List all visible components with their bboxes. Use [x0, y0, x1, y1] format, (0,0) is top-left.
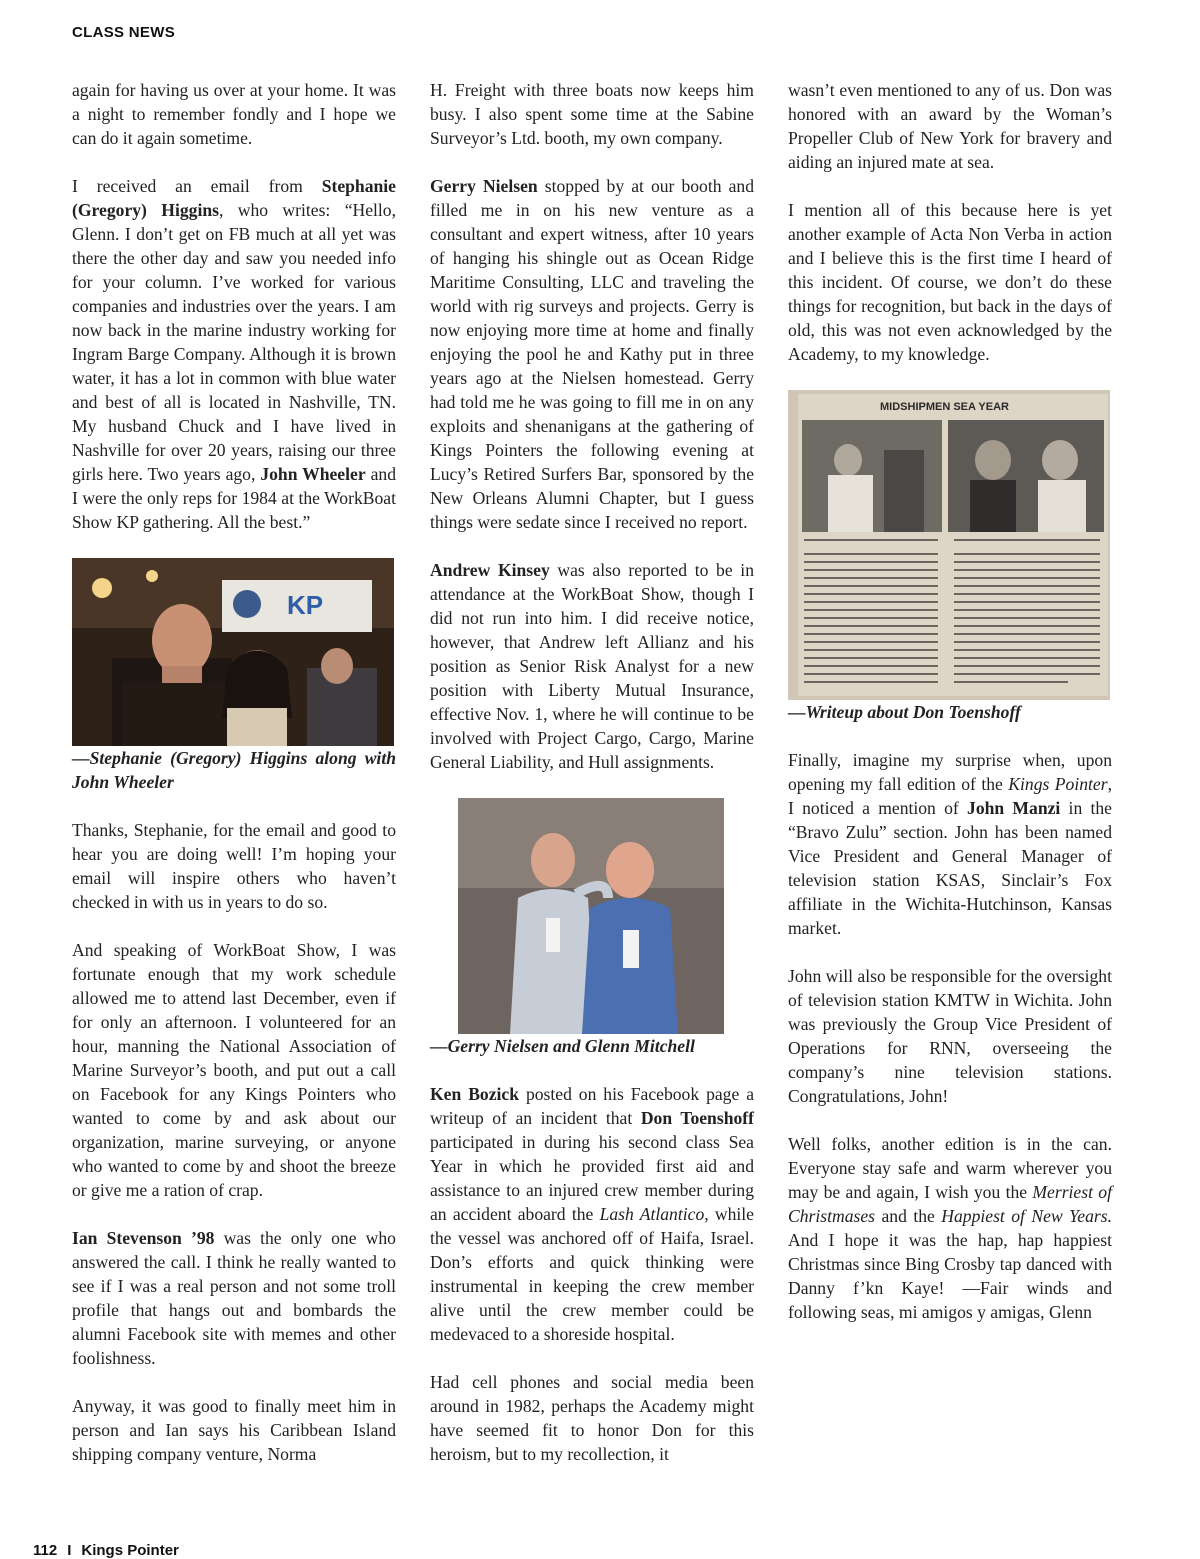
italic-phrase: Happiest of New Years. [941, 1206, 1112, 1226]
photo-caption: —Stephanie (Gregory) Higgins along with John Wheeler [72, 748, 396, 792]
text-run: , I noticed a mention of [788, 774, 1112, 818]
paragraph: wasn’t even mentioned to any of us. Don was honored with an award by the Woman’s Propeller Club of New York for bravery and aiding an injured mate at sea. [788, 80, 1112, 172]
photo-higgins-wheeler [72, 558, 394, 746]
footer-separator: I [67, 1542, 72, 1559]
text-run: was also reported to be in attendance at the WorkBoat Show, though I did not run into him. I did receive notice, however, that Andrew left Allianz and his position as Senior Risk Analyst for a new position with Liberty Mutual Insurance, effective Nov. 1, where he will continue to be involved with Project Cargo, Cargo, Marine General Liability, and Hull assignments. [430, 560, 754, 772]
text-run: and the [875, 1206, 942, 1226]
column-1 [72, 78, 396, 1466]
banner-text: KP [287, 590, 324, 620]
photo-nielsen-mitchell [458, 798, 724, 1034]
paragraph [430, 174, 754, 534]
paragraph [430, 1082, 754, 1346]
italic-phrase: Merriest of Christmases [788, 1182, 1112, 1226]
text-run: , who writes: “Hello, Glenn. I don’t get on FB much at all yet was there the other day and saw you needed info for your column. I’ve worked for various companies and industries over the years. I am now back in the marine industry working for Ingram Barge Company. Although it is brown water, it has a lot in common with blue water and best of all is located in Nashville, TN. My husband Chuck and I have lived in Nashville for over 20 years, raising our three girls here. Two years ago, [72, 200, 396, 484]
column-2 [430, 78, 754, 1466]
text-run: posted on his Facebook page a writeup of an incident that [430, 1084, 755, 1128]
photo-caption: —Gerry Nielsen and Glenn Mitchell [430, 1036, 695, 1056]
text-run: I received an email from [72, 176, 322, 196]
paragraph: John will also be responsible for the oversight of television station KMTW in Wichita. John was previously the Group Vice President of Operations for RNN, overseeing the company’s nine television stations. Congratulations, John! [788, 966, 1112, 1106]
text-run: participated in during his second class Sea Year in which he provided first aid and assistance to an injured crew member during an accident aboard the [430, 1132, 754, 1224]
paragraph [430, 558, 754, 774]
page-number: 112 [33, 1542, 58, 1559]
paragraph: I mention all of this because here is yet another example of Acta Non Verba in action and I believe this is the first time I heard of this incident. Of course, we don’t do these things for recognition, but back in the days of old, this was not even acknowledged by the Academy, to my knowledge. [788, 200, 1112, 364]
paragraph: H. Freight with three boats now keeps him busy. I also spent some time at the Sabine Surveyor’s Ltd. booth, my own company. [430, 80, 754, 148]
paragraph [72, 1226, 396, 1370]
name-bold: Stephanie (Gregory) Higgins [72, 176, 396, 220]
publication-name: Kings Pointer [81, 1542, 179, 1559]
text-run: was the only one who answered the call. I think he really wanted to see if I was a real person and not some troll profile that hangs out and bombards the alumni Facebook site with memes and other foolishness. [72, 1228, 396, 1368]
paragraph: Anyway, it was good to finally meet him in person and Ian says his Caribbean Island shipping company venture, Norma [72, 1396, 396, 1464]
paragraph: Thanks, Stephanie, for the email and good to hear you are doing well! I’m hoping your email will inspire others who haven’t checked in with us in years to do so. [72, 820, 396, 912]
text-run: Finally, imagine my surprise when, upon opening my fall edition of the [788, 750, 1112, 794]
section-label: CLASS NEWS [72, 24, 176, 41]
paragraph [72, 174, 396, 534]
name-bold: Gerry Nielsen [430, 176, 538, 196]
paragraph [788, 1132, 1112, 1324]
name-bold: Ken Bozick [430, 1084, 520, 1104]
page-footer [33, 1542, 179, 1559]
column-3 [788, 78, 1112, 1324]
text-run: in the “Bravo Zulu” section. John has been named Vice President and General Manager of television station KSAS, Sinclair’s Fox affiliate in the Wichita-Hutchinson, Kansas market. [788, 798, 1112, 938]
text-run: while the vessel was anchored off of Haifa, Israel. Don’s efforts and quick thinking were instrumental in keeping the crew member alive until the crew member could be medevaced to a shoreside hospital. [430, 1204, 754, 1344]
name-bold: Andrew Kinsey [430, 560, 550, 580]
photo-caption: —Writeup about Don Toenshoff [788, 702, 1021, 722]
magazine-title: Kings Pointer [1008, 774, 1108, 794]
name-bold: John Wheeler [260, 464, 366, 484]
name-bold: Don Toenshoff [640, 1108, 754, 1128]
clipping-title: MIDSHIPMEN SEA YEAR [880, 401, 1009, 413]
photo-clipping-writeup [788, 390, 1110, 700]
text-run: and I were the only reps for 1984 at the WorkBoat Show KP gathering. All the best.” [72, 464, 396, 532]
paragraph: Had cell phones and social media been around in 1982, perhaps the Academy might have seemed fit to honor Don for this heroism, but to my recollection, it [430, 1372, 754, 1464]
text-run: And I hope it was the hap, hap happiest Christmas since Bing Crosby tap danced with Danny f’kn Kaye! —Fair winds and following seas, mi amigos y amigas, Glenn [788, 1230, 1112, 1322]
paragraph [788, 748, 1112, 940]
name-bold: John Manzi [967, 798, 1061, 818]
paragraph: And speaking of WorkBoat Show, I was fortunate enough that my work schedule allowed me to attend last December, even if for only an afternoon. I volunteered for an hour, manning the National Association of Marine Surveyor’s booth, and put out a call on Facebook for any Kings Pointers who wanted to come by and ask about our organization, marine surveying, or anyone who wanted to come by and shoot the breeze or give me a ration of crap. [72, 940, 396, 1200]
paragraph: again for having us over at your home. It was a night to remember fondly and I hope we can do it again sometime. [72, 80, 396, 148]
name-bold: Ian Stevenson ’98 [72, 1228, 215, 1248]
text-run: stopped by at our booth and filled me in on his new venture as a consultant and expert witness, after 10 years of hanging his shingle out as Ocean Ridge Maritime Consulting, LLC and traveling the world with rig surveys and projects. Gerry is now enjoying more time at home and finally enjoying the pool he and Kathy put in three years ago at the Nielsen homestead. Gerry had told me he was going to fill me in on any exploits and shenanigans at the gathering of Kings Pointers the following evening at Lucy’s Retired Surfers Bar, sponsored by the New Orleans Alumni Chapter, but I guess things were sedate since I received no report. [430, 176, 754, 532]
text-run: Well folks, another edition is in the can. Everyone stay safe and warm wherever you may be and again, I wish you the [788, 1134, 1112, 1202]
ship-name: Lash Atlantico, [599, 1204, 709, 1224]
